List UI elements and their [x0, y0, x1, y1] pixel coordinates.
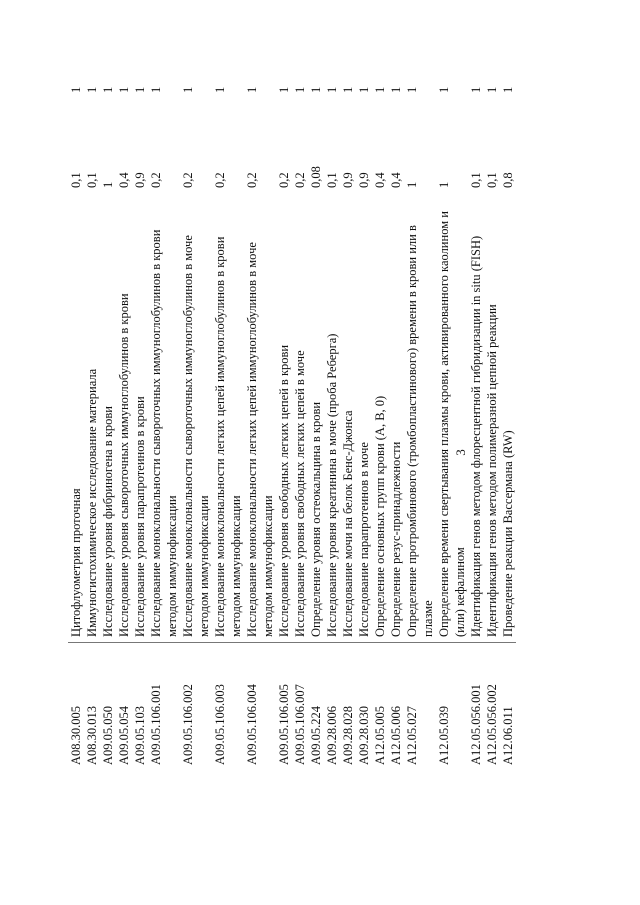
frequency-value: 1 — [437, 181, 451, 188]
table-row — [308, 55, 324, 765]
table-row — [468, 55, 484, 765]
page-number: 3 — [453, 449, 468, 456]
multiplicity-value: 1 — [389, 86, 403, 93]
service-name: Исследование уровня креатинина в моче (проба Реберга) — [324, 188, 340, 643]
service-code: A12.05.039 — [437, 705, 451, 765]
multiplicity-value: 1 — [85, 86, 99, 93]
table-row — [388, 55, 404, 765]
frequency-value: 0,4 — [373, 172, 387, 188]
service-name: Определение уровня остеокальцина в крови — [308, 188, 324, 643]
service-code: A08.30.013 — [85, 705, 99, 765]
frequency-value: 0,2 — [293, 172, 307, 188]
table-row — [500, 55, 516, 765]
frequency-value: 0,2 — [149, 172, 163, 188]
frequency-value: 0,08 — [309, 166, 323, 188]
frequency-value: 0,9 — [357, 172, 371, 188]
table-row — [292, 55, 308, 765]
service-name: Исследование уровня свободных легких цепей в крови — [276, 188, 292, 643]
multiplicity-value: 1 — [101, 86, 115, 93]
service-name: Исследование моноклональности легких цепей иммуноглобулинов в моче методом иммунофиксации — [244, 188, 276, 643]
table-row — [436, 55, 468, 765]
frequency-value: 0,1 — [485, 172, 499, 188]
multiplicity-value: 1 — [485, 86, 499, 93]
frequency-value: 0,9 — [133, 172, 147, 188]
frequency-value: 0,1 — [325, 172, 339, 188]
service-code: A09.28.030 — [357, 705, 371, 765]
service-name: Исследование мочи на белок Бенс-Джонса — [340, 188, 356, 643]
multiplicity-value: 1 — [293, 86, 307, 93]
table-row — [84, 55, 100, 765]
frequency-value: 0,8 — [501, 172, 515, 188]
service-code: A12.06.011 — [501, 706, 515, 765]
service-name: Определение протромбинового (тромбопластинового) времени в крови или в плазме — [404, 188, 436, 643]
multiplicity-value: 1 — [309, 86, 323, 93]
frequency-value: 0,2 — [181, 172, 195, 188]
multiplicity-value: 1 — [469, 86, 483, 93]
service-code: A09.05.106.004 — [245, 684, 259, 765]
service-code: A09.05.106.002 — [181, 684, 195, 765]
multiplicity-value: 1 — [69, 86, 83, 93]
service-code: A09.05.106.001 — [149, 684, 163, 765]
service-name: Цитофлуометрия проточная — [68, 188, 84, 643]
table-row — [180, 55, 212, 765]
multiplicity-value: 1 — [133, 86, 147, 93]
multiplicity-value: 1 — [277, 86, 291, 93]
service-name: Исследование уровня парапротеинов в крови — [132, 188, 148, 643]
multiplicity-value: 1 — [405, 86, 419, 93]
multiplicity-value: 1 — [245, 86, 259, 93]
services-table — [68, 55, 516, 765]
multiplicity-value: 1 — [213, 86, 227, 93]
frequency-value: 1 — [101, 181, 115, 188]
frequency-value: 0,1 — [469, 172, 483, 188]
service-name: Исследование парапротеинов в моче — [356, 188, 372, 643]
multiplicity-value: 1 — [501, 86, 515, 93]
service-code: A09.05.224 — [309, 705, 323, 765]
service-code: A09.05.106.003 — [213, 684, 227, 765]
table-row — [484, 55, 500, 765]
multiplicity-value: 1 — [181, 86, 195, 93]
service-code: A12.05.056.002 — [485, 684, 499, 765]
service-code: A09.28.006 — [325, 705, 339, 765]
table-row — [372, 55, 388, 765]
table-row — [116, 55, 132, 765]
service-code: A09.05.103 — [133, 705, 147, 765]
table-row — [148, 55, 180, 765]
service-code: A12.05.027 — [405, 705, 419, 765]
multiplicity-value: 1 — [373, 86, 387, 93]
service-name: Определение основных групп крови (A, B, 0) — [372, 188, 388, 643]
multiplicity-value: 1 — [341, 86, 355, 93]
multiplicity-value: 1 — [357, 86, 371, 93]
service-name: Определение времени свертывания плазмы крови, активированного каолином и (или) кефалином — [436, 188, 468, 643]
service-code: A09.28.028 — [341, 705, 355, 765]
service-code: A09.05.106.007 — [293, 684, 307, 765]
service-name: Идентификация генов методом полимеразной цепной реакции — [484, 188, 500, 643]
frequency-value: 0,2 — [277, 172, 291, 188]
table-row — [356, 55, 372, 765]
multiplicity-value: 1 — [325, 86, 339, 93]
table-row — [100, 55, 116, 765]
frequency-value: 0,4 — [117, 172, 131, 188]
service-code: A09.05.106.005 — [277, 684, 291, 765]
frequency-value: 0,9 — [341, 172, 355, 188]
frequency-value: 1 — [405, 181, 419, 188]
frequency-value: 0,2 — [245, 172, 259, 188]
table-row — [340, 55, 356, 765]
service-name: Проведение реакции Вассермана (RW) — [500, 188, 516, 643]
service-name: Исследование моноклональности сывороточных иммуноглобулинов в моче методом иммунофиксации — [180, 188, 212, 643]
table-row — [132, 55, 148, 765]
service-name: Определение резус-принадлежности — [388, 188, 404, 643]
service-name: Иммуногистохимическое исследование материала — [84, 188, 100, 643]
table-row — [68, 55, 84, 765]
multiplicity-value: 1 — [437, 86, 451, 93]
table-row — [324, 55, 340, 765]
service-code: A12.05.006 — [389, 705, 403, 765]
service-name: Исследование моноклональности сывороточных иммуноглобулинов в крови методом иммунофиксации — [148, 188, 180, 643]
frequency-value: 0,2 — [213, 172, 227, 188]
service-code: A12.05.056.001 — [469, 684, 483, 765]
service-code: A08.30.005 — [69, 705, 83, 765]
service-code: A12.05.005 — [373, 705, 387, 765]
frequency-value: 0,1 — [69, 172, 83, 188]
service-name: Исследование уровня сывороточных иммуноглобулинов в крови — [116, 188, 132, 643]
table-row — [404, 55, 436, 765]
multiplicity-value: 1 — [149, 86, 163, 93]
service-code: A09.05.050 — [101, 705, 115, 765]
service-code: A09.05.054 — [117, 705, 131, 765]
service-name: Исследование уровня свободных легких цепей в моче — [292, 188, 308, 643]
multiplicity-value: 1 — [117, 86, 131, 93]
service-name: Идентификация генов методом флоресцентной гибридизации in situ (FISH) — [468, 188, 484, 643]
table-row — [244, 55, 276, 765]
table-row — [212, 55, 244, 765]
service-name: Исследование уровня фибриногена в крови — [100, 188, 116, 643]
service-name: Исследование моноклональности легких цепей иммуноглобулинов в крови методом иммунофиксации — [212, 188, 244, 643]
table-row — [276, 55, 292, 765]
frequency-value: 0,1 — [85, 172, 99, 188]
frequency-value: 0,4 — [389, 172, 403, 188]
